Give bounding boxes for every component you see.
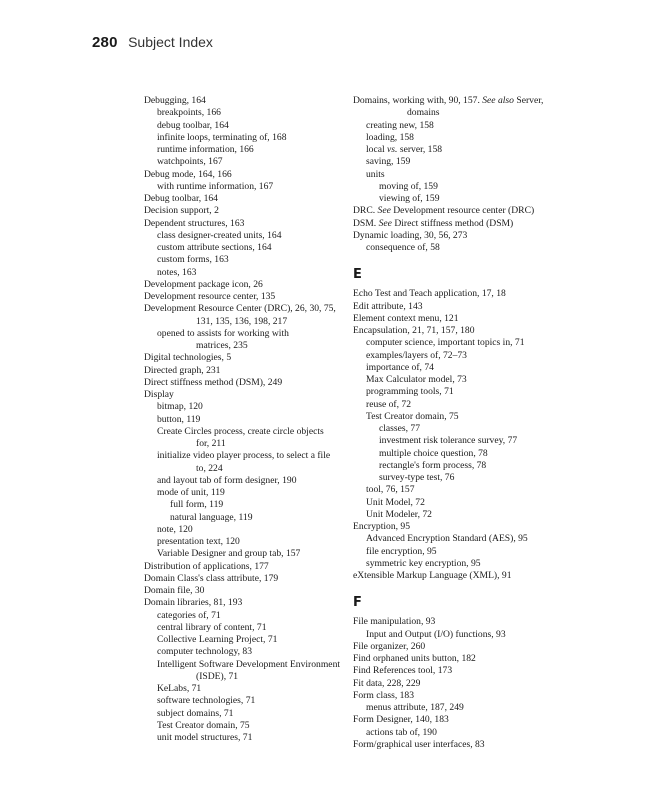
index-entry: domains	[407, 107, 440, 119]
index-entry: Debugging, 164	[144, 95, 206, 106]
index-entry: infinite loops, terminating of, 168	[157, 131, 287, 143]
index-entry: Find References tool, 173	[353, 665, 453, 677]
index-entry: custom forms, 163	[157, 254, 229, 266]
index-entry: Intelligent Software Development Environment	[157, 658, 341, 670]
index-entry: categories of, 71	[157, 609, 221, 621]
index-entry: saving, 159	[366, 156, 411, 168]
index-entry: computer science, important topics in, 71	[366, 337, 525, 349]
index-entry: with runtime information, 167	[157, 180, 274, 192]
index-entry: units	[366, 168, 385, 180]
index-entry: file encryption, 95	[366, 545, 437, 557]
index-entry: consequence of, 58	[366, 242, 440, 253]
index-entry: breakpoints, 166	[157, 107, 221, 119]
index-entry: computer technology, 83	[157, 646, 253, 658]
index-entry: Development package icon, 26	[144, 278, 263, 290]
index-entry: programming tools, 71	[366, 386, 454, 398]
index-entry: Form/graphical user interfaces, 83	[353, 738, 485, 750]
index-entry: loading, 158	[366, 131, 414, 143]
index-entry: Direct stiffness method (DSM), 249	[144, 376, 283, 388]
index-entry: Encapsulation, 21, 71, 157, 180	[353, 325, 475, 336]
page-header	[92, 34, 213, 52]
index-entry: software technologies, 71	[157, 695, 256, 707]
index-column-left	[144, 95, 340, 744]
index-entry: actions tab of, 190	[366, 726, 437, 738]
index-entry: Form Designer, 140, 183	[353, 714, 449, 726]
index-entry: custom attribute sections, 164	[157, 242, 272, 253]
index-entry: Form class, 183	[353, 689, 415, 701]
index-entry: for, 211	[196, 438, 226, 449]
index-entry: Advanced Encryption Standard (AES), 95	[366, 533, 528, 545]
index-entry: importance of, 74	[366, 361, 434, 373]
index-entry: Encryption, 95	[353, 521, 411, 532]
index-entry: viewing of, 159	[379, 193, 440, 204]
index-entry: Digital technologies, 5	[144, 352, 232, 364]
index-entry: examples/layers of, 72–73	[366, 349, 467, 361]
index-entry: menus attribute, 187, 249	[366, 702, 464, 713]
section-letter: F	[353, 595, 362, 611]
index-entry: button, 119	[157, 413, 201, 425]
index-entry: reuse of, 72	[366, 398, 412, 410]
index-entry: tool, 76, 157	[366, 484, 415, 496]
index-entry: classes, 77	[379, 423, 421, 434]
index-entry: Development resource center, 135	[144, 291, 276, 302]
index-entry: opened to assists for working with	[157, 327, 289, 339]
index-entry: Input and Output (I/O) functions, 93	[366, 628, 506, 640]
index-entry: survey-type test, 76	[379, 472, 455, 483]
index-entry: bitmap, 120	[157, 401, 203, 413]
index-entry: Test Creator domain, 75	[366, 410, 459, 422]
index-entry: Distribution of applications, 177	[144, 560, 269, 572]
index-entry: Fit data, 228, 229	[353, 677, 421, 689]
index-entry: debug toolbar, 164	[157, 119, 229, 131]
index-entry: KeLabs, 71	[157, 683, 202, 694]
index-entry: Echo Test and Teach application, 17, 18	[353, 288, 506, 300]
index-entry: Domain file, 30	[144, 585, 205, 596]
index-entry: class designer-created units, 164	[157, 229, 282, 241]
index-entry: natural language, 119	[170, 511, 253, 523]
index-entry: Display	[144, 389, 174, 400]
index-entry: initialize video player process, to select a file	[157, 450, 331, 462]
index-entry: Domains, working with, 90, 157. See also Server,	[353, 95, 544, 106]
index-entry: and layout tab of form designer, 190	[157, 474, 297, 486]
index-entry: rectangle's form process, 78	[379, 459, 487, 471]
index-entry: unit model structures, 71	[157, 732, 253, 743]
index-entry: mode of unit, 119	[157, 487, 225, 498]
section-letter: E	[353, 267, 362, 283]
index-entry: notes, 163	[157, 266, 197, 278]
index-entry: investment risk tolerance survey, 77	[379, 435, 518, 447]
index-entry: Test Creator domain, 75	[157, 719, 250, 731]
index-entry: central library of content, 71	[157, 621, 267, 633]
index-entry: full form, 119	[170, 499, 224, 511]
index-entry: subject domains, 71	[157, 707, 234, 719]
index-entry: eXtensible Markup Language (XML), 91	[353, 570, 512, 581]
index-column-right	[353, 95, 553, 751]
index-entry: Create Circles process, create circle objects	[157, 425, 324, 437]
index-entry: moving of, 159	[379, 180, 438, 192]
index-entry: Directed graph, 231	[144, 364, 221, 376]
index-entry: DSM. See Direct stiffness method (DSM)	[353, 217, 514, 229]
index-entry: Development Resource Center (DRC), 26, 30, 75,	[144, 303, 336, 315]
index-entry: Domain Class's class attribute, 179	[144, 572, 279, 584]
index-entry: Element context menu, 121	[353, 312, 459, 324]
page-number: 280	[92, 34, 118, 51]
index-entry: Debug mode, 164, 166	[144, 168, 232, 180]
index-entry: runtime information, 166	[157, 144, 254, 155]
index-entry: Dynamic loading, 30, 56, 273	[353, 229, 468, 241]
index-entry: creating new, 158	[366, 119, 434, 131]
index-entry: matrices, 235	[196, 340, 248, 351]
index-entry: DRC. See Development resource center (DRC)	[353, 205, 535, 217]
index-entry: symmetric key encryption, 95	[366, 557, 481, 569]
index-entry: Collective Learning Project, 71	[157, 634, 278, 645]
index-entry: Decision support, 2	[144, 205, 219, 217]
index-entry: File organizer, 260	[353, 640, 426, 652]
index-entry: presentation text, 120	[157, 536, 240, 547]
index-entry: File manipulation, 93	[353, 616, 436, 628]
index-entry: Find orphaned units button, 182	[353, 653, 476, 664]
running-title: Subject Index	[128, 34, 213, 50]
index-entry: Variable Designer and group tab, 157	[157, 548, 301, 560]
index-entry: Domain libraries, 81, 193	[144, 597, 243, 609]
index-entry: Debug toolbar, 164	[144, 193, 218, 204]
index-entry: Unit Model, 72	[366, 496, 425, 508]
index-entry: watchpoints, 167	[157, 156, 223, 168]
index-entry: Max Calculator model, 73	[366, 374, 467, 385]
index-entry: Edit attribute, 143	[353, 300, 423, 312]
index-entry: (ISDE), 71	[196, 670, 239, 682]
index-entry: note, 120	[157, 523, 193, 535]
index-entry: multiple choice question, 78	[379, 447, 488, 459]
index-entry: local vs. server, 158	[366, 144, 443, 155]
index-entry: 131, 135, 136, 198, 217	[196, 315, 288, 327]
index-entry: to, 224	[196, 462, 223, 474]
index-entry: Unit Modeler, 72	[366, 508, 432, 520]
index-entry: Dependent structures, 163	[144, 217, 245, 229]
